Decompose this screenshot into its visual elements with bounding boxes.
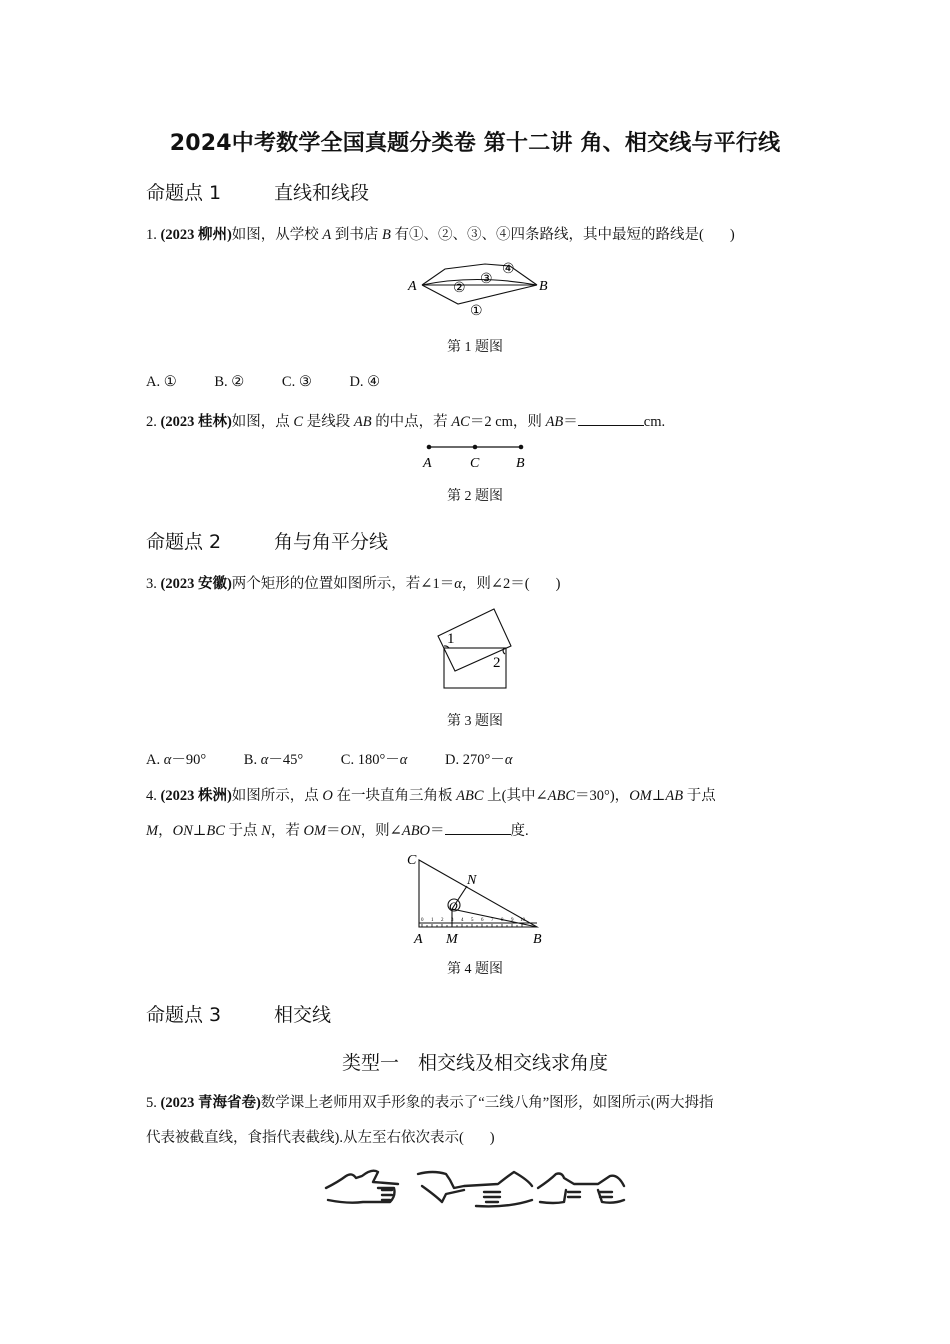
svg-text:6: 6 xyxy=(481,918,484,923)
svg-text:7: 7 xyxy=(491,918,494,923)
svg-text:B: B xyxy=(516,456,525,471)
hand-gesture-3 xyxy=(538,1174,624,1204)
svg-text:O: O xyxy=(449,899,458,913)
question-source: (2023 桂林) xyxy=(160,414,232,430)
figure-4-caption: 第 4 题图 xyxy=(447,962,503,977)
svg-text:5: 5 xyxy=(471,918,474,923)
option-a: A. α－90° xyxy=(146,752,207,768)
svg-text:3: 3 xyxy=(451,918,454,923)
svg-text:2: 2 xyxy=(441,918,444,923)
svg-text:①: ① xyxy=(470,304,483,319)
section-heading-3: 命题点 3 相交线 xyxy=(146,1004,332,1026)
svg-text:M: M xyxy=(446,932,458,947)
svg-text:B: B xyxy=(533,932,542,947)
question-source: (2023 株洲) xyxy=(160,788,232,804)
question-2: 2. (2023 桂林)如图，点 C 是线段 AB 的中点，若 AC＝2 cm，则 AB＝ cm. xyxy=(146,411,810,432)
figure-3-rectangles xyxy=(425,605,535,700)
question-1-options xyxy=(146,374,414,391)
svg-text:②: ② xyxy=(453,281,466,296)
option-b: B. α－45° xyxy=(243,752,304,768)
question-3-options xyxy=(146,748,546,769)
question-3: 3. (2023 安徽)两个矩形的位置如图所示，若∠1＝α，则∠2＝( ) xyxy=(146,576,561,592)
section-name: 直线和线段 xyxy=(274,182,370,204)
option-d: D. 270°－α xyxy=(445,752,513,768)
svg-text:C: C xyxy=(470,456,480,471)
svg-text:0: 0 xyxy=(421,918,424,923)
svg-text:1: 1 xyxy=(431,918,434,923)
svg-text:10: 10 xyxy=(520,918,525,923)
question-source: (2023 柳州) xyxy=(160,227,232,243)
route-1 xyxy=(422,285,537,304)
figure-2-segment xyxy=(415,440,535,475)
hand-gesture-1 xyxy=(326,1171,398,1203)
svg-text:A: A xyxy=(408,279,417,294)
answer-blank[interactable] xyxy=(578,411,644,426)
question-5-line-1: 5. (2023 青海省卷)数学课上老师用双手形象的表示了“三线八角”图形，如图所示(两大拇指 xyxy=(146,1095,714,1111)
question-4-line-2: M，ON⊥BC 于点 N，若 OM＝ON，则∠ABO＝ 度. xyxy=(146,820,810,841)
figure-4-triangle xyxy=(400,848,550,948)
svg-text:③: ③ xyxy=(480,272,493,287)
figure-1-routes xyxy=(400,252,550,322)
hand-gesture-2 xyxy=(418,1172,532,1206)
section-heading-2: 命题点 2 角与角平分线 xyxy=(146,531,389,553)
figure-2-caption: 第 2 题图 xyxy=(447,489,503,504)
answer-blank[interactable] xyxy=(445,820,511,835)
figure-3-caption: 第 3 题图 xyxy=(447,714,503,729)
section-heading-1 xyxy=(146,178,369,205)
section-number: 命题点 1 xyxy=(146,182,222,204)
svg-text:④: ④ xyxy=(502,262,515,277)
svg-text:B: B xyxy=(539,279,548,294)
option-c: C. 180°－α xyxy=(340,752,408,768)
question-source: (2023 青海省卷) xyxy=(160,1095,261,1111)
svg-text:1: 1 xyxy=(447,631,455,647)
svg-text:N: N xyxy=(467,873,477,888)
svg-text:2: 2 xyxy=(493,655,501,671)
question-source: (2023 安徽) xyxy=(160,576,232,592)
svg-text:A: A xyxy=(423,456,432,471)
svg-text:A: A xyxy=(414,932,423,947)
svg-text:C: C xyxy=(407,853,417,868)
svg-text:8: 8 xyxy=(501,918,504,923)
question-1: 1. (2023 柳州)如图，从学校 A 到书店 B 有①、②、③、④四条路线，其中最短的路线是( ) xyxy=(146,227,735,243)
option-c: C. ③ xyxy=(281,374,312,390)
figure-1-caption: 第 1 题图 xyxy=(447,340,503,355)
question-5-line-2: 代表被截直线，食指代表截线).从左至右依次表示( ) xyxy=(146,1130,495,1146)
option-d: D. ④ xyxy=(349,374,381,390)
question-4-line-1: 4. (2023 株洲)如图所示，点 O 在一块直角三角板 ABC 上(其中∠ABC＝30°)，OM⊥AB 于点 xyxy=(146,788,716,804)
option-b: B. ② xyxy=(214,374,245,390)
subsection-heading: 类型一 相交线及相交线求角度 xyxy=(341,1052,608,1074)
svg-text:9: 9 xyxy=(511,918,514,923)
figure-5-hand-gestures xyxy=(318,1160,628,1210)
svg-text:4: 4 xyxy=(461,918,464,923)
option-a: A. ① xyxy=(146,374,177,390)
document-title: 2024中考数学全国真题分类卷 第十二讲 角、相交线与平行线 xyxy=(169,131,781,156)
